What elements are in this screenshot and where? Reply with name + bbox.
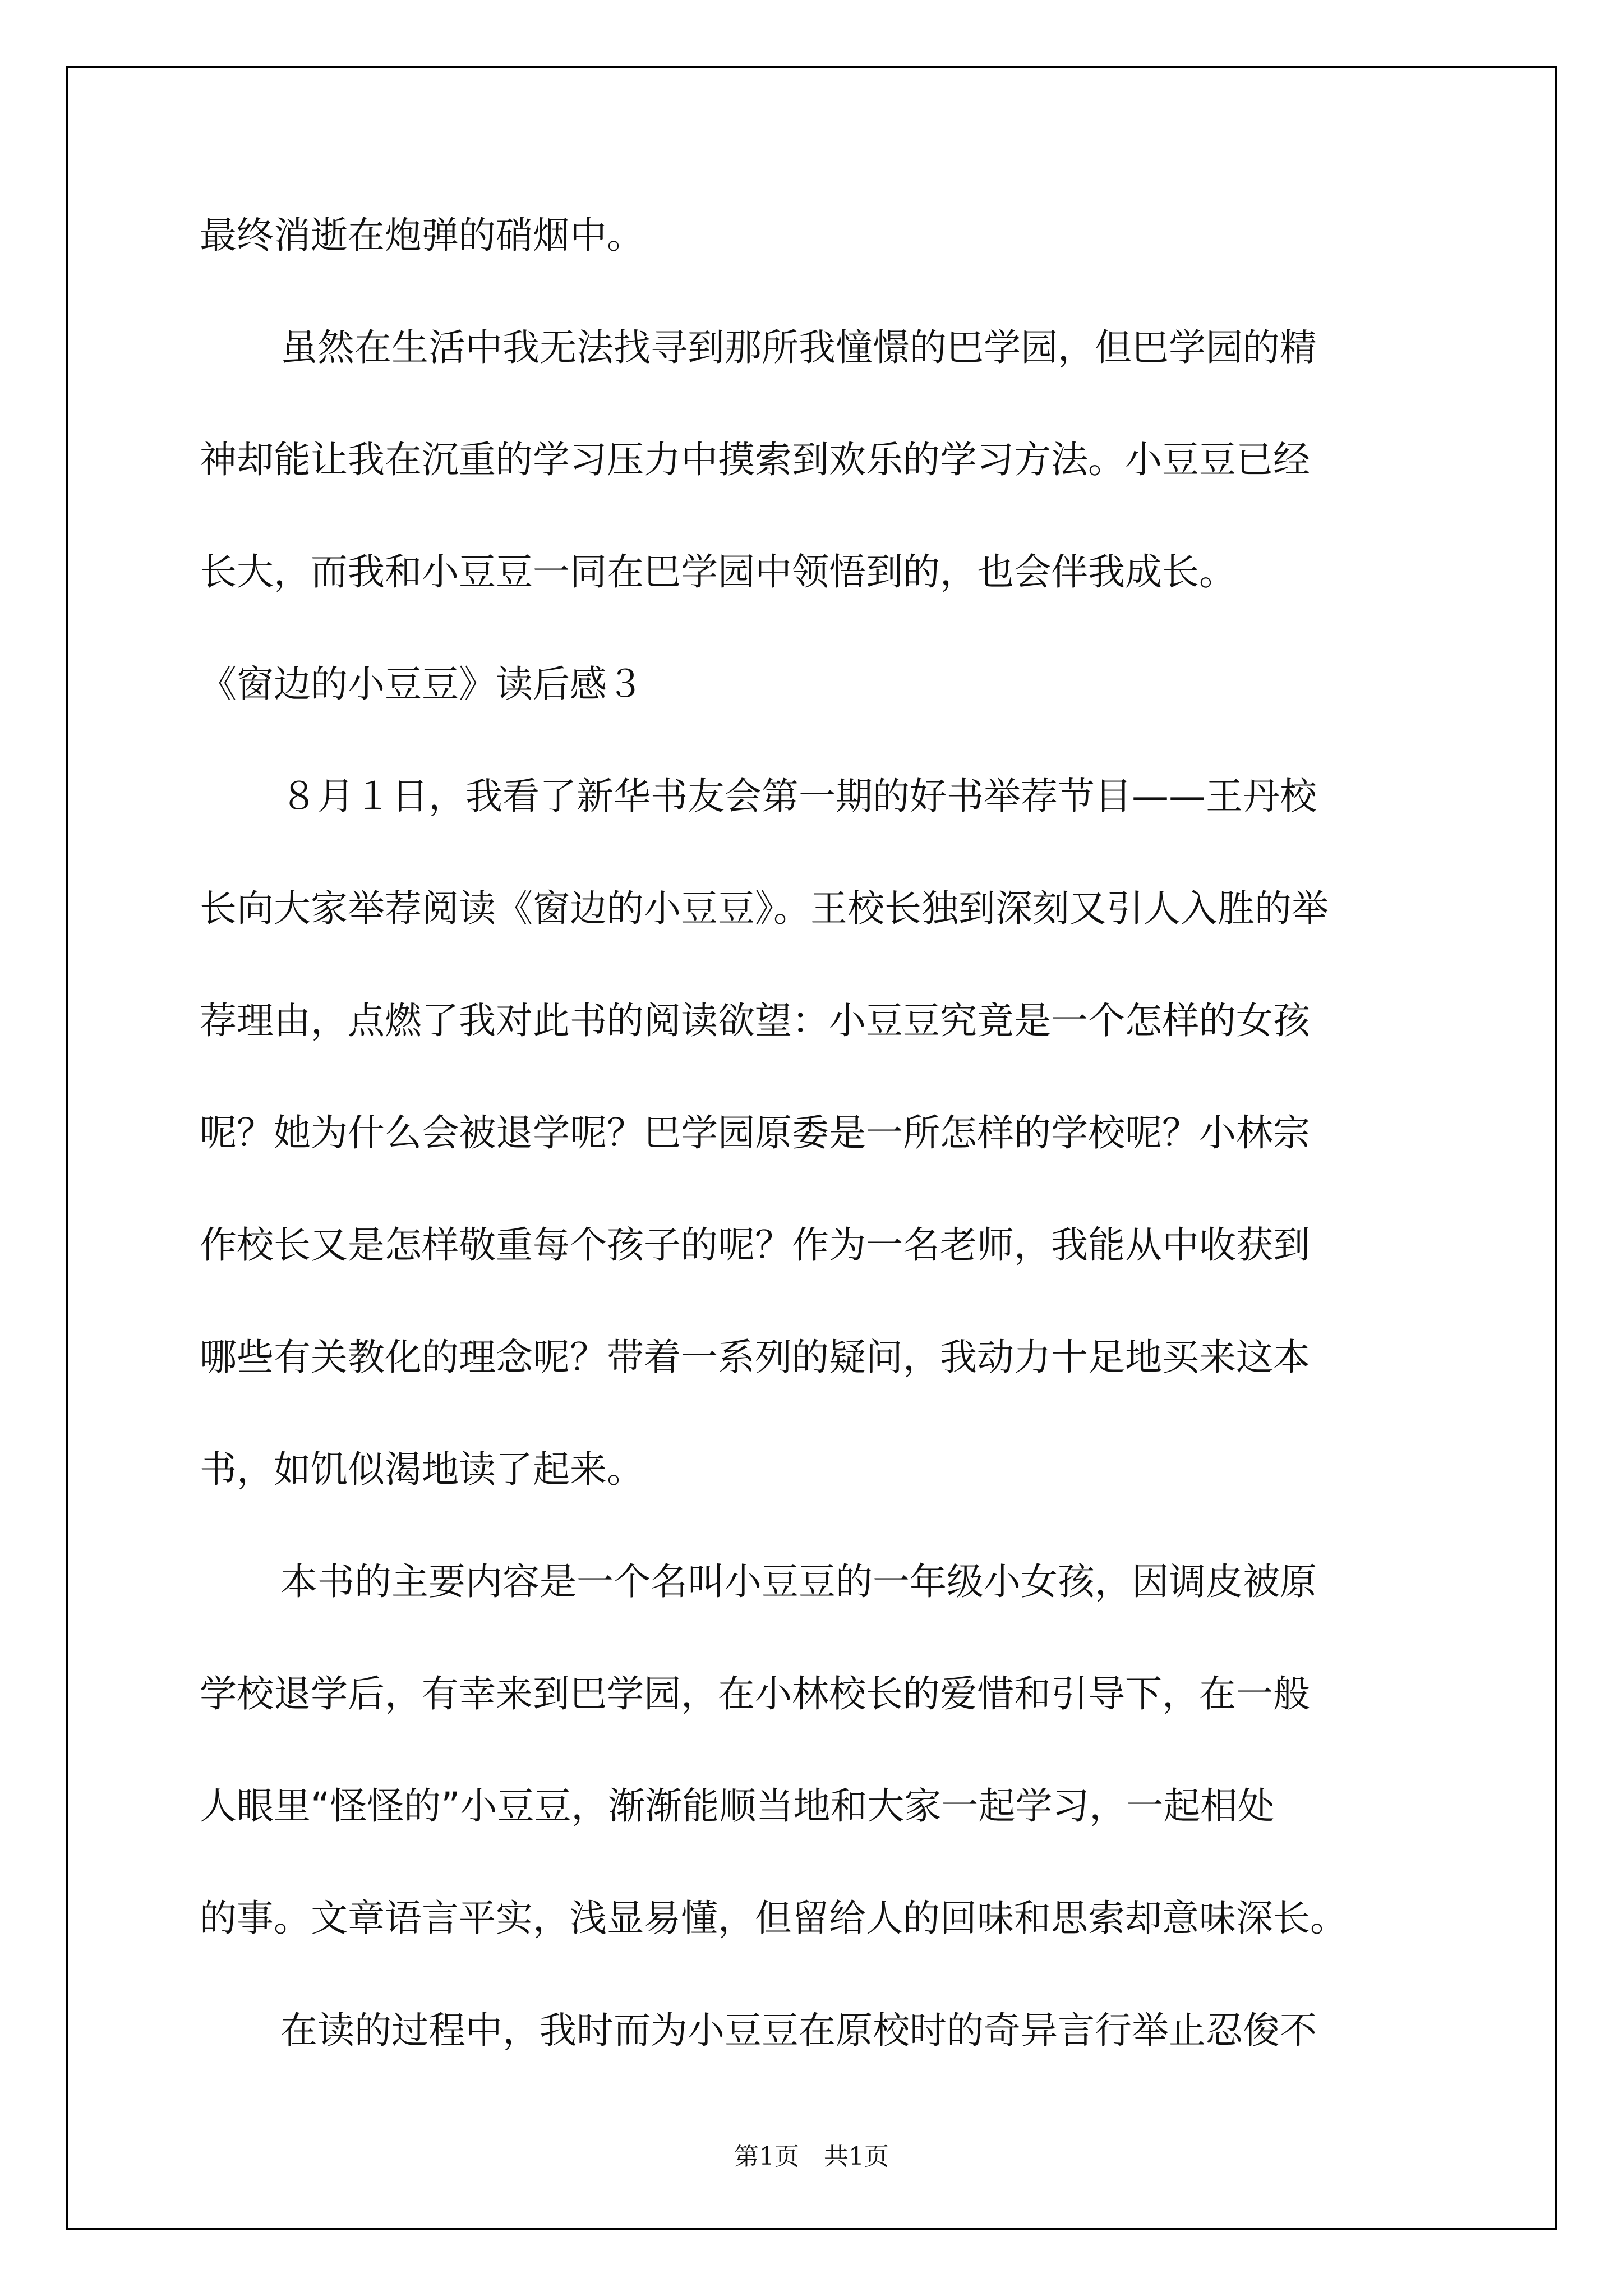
text-line: 呢？她为什么会被退学呢？巴学园原委是一所怎样的学校呢？小林宗 <box>200 1111 1310 1154</box>
page-footer: 第1页 共1页 <box>734 2142 889 2171</box>
text-line: ８月１日，我看了新华书友会第一期的好书举荐节目——王丹校 <box>280 775 1317 818</box>
text-line: 虽然在生活中我无法找寻到那所我憧憬的巴学园，但巴学园的精 <box>280 326 1317 369</box>
text-line: 神却能让我在沉重的学习压力中摸索到欢乐的学习方法。小豆豆已经 <box>200 438 1310 481</box>
text-line: 学校退学后，有幸来到巴学园，在小林校长的爱惜和引导下，在一般 <box>200 1672 1310 1715</box>
text-line: 长大，而我和小豆豆一同在巴学园中领悟到的，也会伴我成长。 <box>200 550 1236 593</box>
text-line: 最终消逝在炮弹的硝烟中。 <box>200 214 644 257</box>
text-line: 的事。文章语言平实，浅显易懂，但留给人的回味和思索却意味深长。 <box>200 1897 1347 1940</box>
text-line: 本书的主要内容是一个名叫小豆豆的一年级小女孩，因调皮被原 <box>280 1560 1317 1603</box>
text-line: 书，如饥似渴地读了起来。 <box>200 1448 644 1491</box>
section-heading: 《窗边的小豆豆》读后感３ <box>200 662 644 706</box>
text-line: 在读的过程中，我时而为小豆豆在原校时的奇异言行举止忍俊不 <box>280 2009 1317 2052</box>
text-line: 作校长又是怎样敬重每个孩子的呢？作为一名老师，我能从中收获到 <box>200 1223 1310 1267</box>
text-line: 哪些有关教化的理念呢？带着一系列的疑问，我动力十足地买来这本 <box>200 1336 1310 1379</box>
text-line: 人眼里“怪怪的”小豆豆，渐渐能顺当地和大家一起学习，一起相处 <box>200 1784 1275 1828</box>
text-line: 长向大家举荐阅读《窗边的小豆豆》。王校长独到深刻又引人入胜的举 <box>200 887 1329 930</box>
text-line: 荐理由，点燃了我对此书的阅读欲望：小豆豆究竟是一个怎样的女孩 <box>200 999 1310 1042</box>
